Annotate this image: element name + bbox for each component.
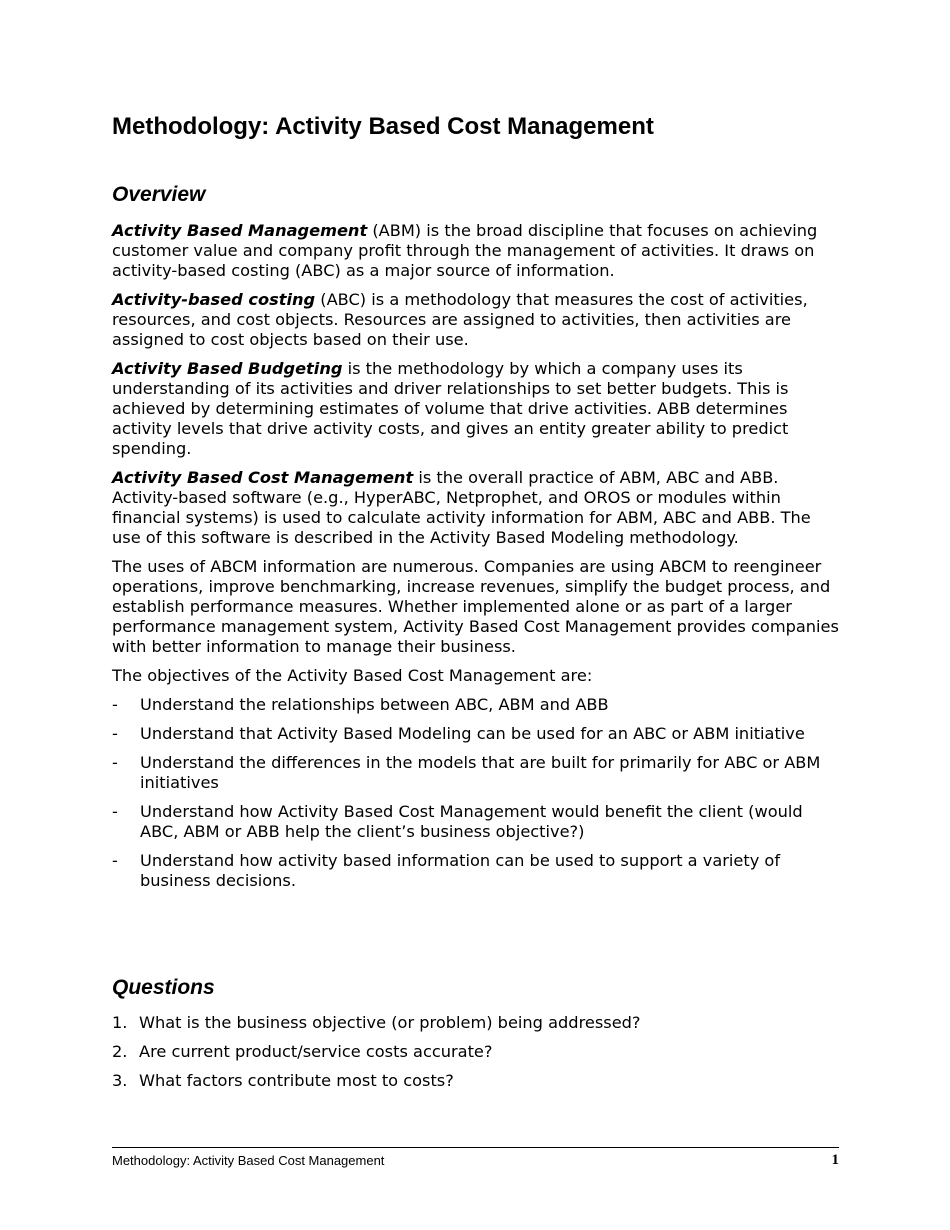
footer-divider xyxy=(112,1147,839,1148)
document-page xyxy=(112,0,840,1230)
question-number: 3. xyxy=(112,1071,128,1090)
list-item xyxy=(112,851,840,891)
term-abc: Activity-based costing xyxy=(112,290,316,309)
paragraph-text: is the overall practice of ABM, ABC and ABB. Activity-based software (e.g., HyperABC, Netprophet, and OROS or modules within financial systems) is used to calculate activity information for ABM, ABC and ABB. The use of this software is described in the Activity Based Modeling methodology. xyxy=(112,468,811,547)
objective-text: Understand how activity based information can be used to support a variety of business decisions. xyxy=(140,851,781,890)
page-title: Methodology: Activity Based Cost Management xyxy=(112,113,654,140)
term-abm: Activity Based Management xyxy=(112,221,368,240)
paragraph-text: The objectives of the Activity Based Cost Management are: xyxy=(112,666,593,685)
term-abb: Activity Based Budgeting xyxy=(112,359,343,378)
paragraph-text: (ABM) is the broad discipline that focuses on achieving customer value and company profit through the management of activities. It draws on activity-based costing (ABC) as a major source of information. xyxy=(112,221,818,280)
question-text: What factors contribute most to costs? xyxy=(139,1071,454,1090)
paragraph-text: is the methodology by which a company uses its understanding of its activities and driver relationships to set better budgets. This is achieved by determining estimates of volume that drive activities. ABB determines activity levels that drive activity costs, and gives an entity greater ability to predict spending. xyxy=(112,359,789,458)
term-abcm: Activity Based Cost Management xyxy=(112,468,414,487)
list-item xyxy=(112,724,840,744)
dash-bullet: - xyxy=(112,851,118,870)
question-text: What is the business objective (or problem) being addressed? xyxy=(139,1013,641,1032)
objective-text: Understand the differences in the models that are built for primarily for ABC or ABM initiatives xyxy=(140,753,821,792)
page-number: 1 xyxy=(831,1152,839,1168)
list-item xyxy=(112,1042,641,1062)
overview-heading: Overview xyxy=(112,183,206,206)
paragraph-objectives-intro xyxy=(112,666,840,686)
dash-bullet: - xyxy=(112,724,118,743)
dash-bullet: - xyxy=(112,753,118,772)
list-item xyxy=(112,695,840,715)
objectives-list xyxy=(112,695,840,891)
dash-bullet: - xyxy=(112,695,118,714)
list-item xyxy=(112,1071,641,1091)
questions-list xyxy=(112,1013,641,1100)
objective-text: Understand the relationships between ABC, ABM and ABB xyxy=(140,695,609,714)
questions-heading: Questions xyxy=(112,976,215,999)
paragraph-abb xyxy=(112,359,840,459)
list-item xyxy=(112,753,840,793)
objective-text: Understand that Activity Based Modeling can be used for an ABC or ABM initiative xyxy=(140,724,805,743)
overview-section xyxy=(112,221,840,900)
list-item xyxy=(112,1013,641,1033)
dash-bullet: - xyxy=(112,802,118,821)
question-number: 2. xyxy=(112,1042,128,1061)
objective-text: Understand how Activity Based Cost Management would benefit the client (would ABC, ABM or ABB help the client’s business objective?) xyxy=(140,802,803,841)
question-text: Are current product/service costs accurate? xyxy=(139,1042,493,1061)
paragraph-abc xyxy=(112,290,840,350)
paragraph-uses xyxy=(112,557,840,657)
footer-title: Methodology: Activity Based Cost Management xyxy=(112,1153,385,1168)
paragraph-abcm xyxy=(112,468,840,548)
paragraph-abm xyxy=(112,221,840,281)
paragraph-text: The uses of ABCM information are numerous. Companies are using ABCM to reengineer operations, improve benchmarking, increase revenues, simplify the budget process, and establish performance measures. Whether implemented alone or as part of a larger performance management system, Activity Based Cost Management provides companies with better information to manage their business. xyxy=(112,557,839,656)
question-number: 1. xyxy=(112,1013,128,1032)
list-item xyxy=(112,802,840,842)
paragraph-text: (ABC) is a methodology that measures the cost of activities, resources, and cost objects. Resources are assigned to activities, then activities are assigned to cost objects based on their use. xyxy=(112,290,808,349)
